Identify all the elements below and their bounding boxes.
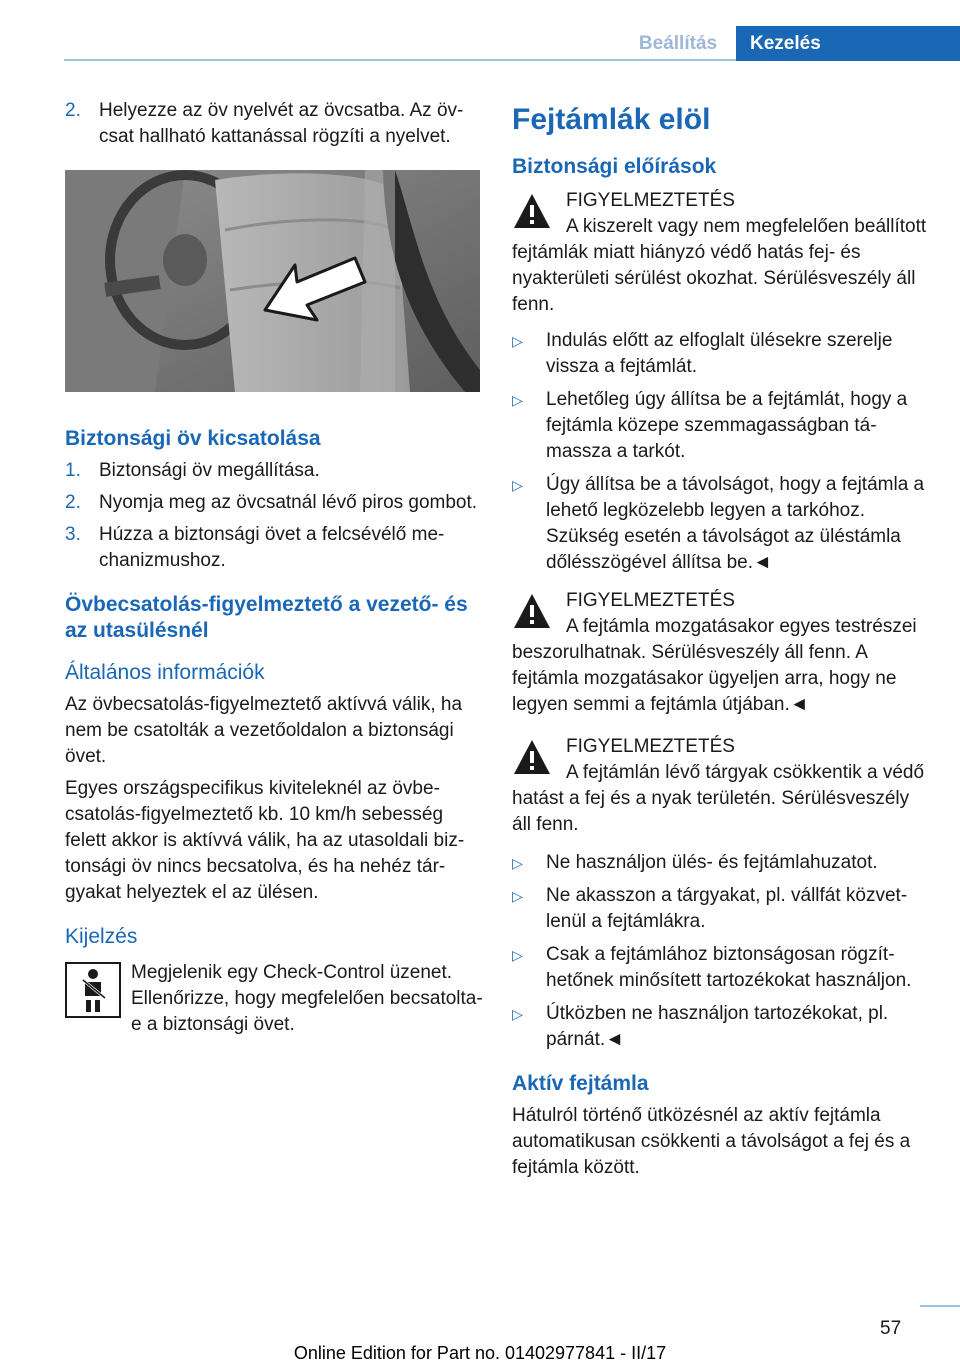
bullet-item xyxy=(512,387,930,465)
warning-triangle-icon xyxy=(512,192,552,230)
general-info-paragraph: Egyes országspecifikus kiviteleknél az övbecsatolás-figyelmeztető kb. 10 km/h sebesség felett akkor is aktívvá válik, ha az utasoldali biztonsági öv nincs becsatolva, és ha nehéz tárgyakat helyeztek el az ülésen. xyxy=(65,778,465,903)
triangle-bullet-icon: ▷ xyxy=(512,888,523,904)
active-headrest-heading: Aktív fejtámla xyxy=(512,1072,649,1095)
seatbelt-warning-icon xyxy=(65,962,121,1018)
step-item xyxy=(65,522,483,574)
general-info-paragraph: Az övbecsatolás-figyelmeztető aktívvá válik, ha nem be csatolták a vezetőoldalon a biztonsági övet. xyxy=(65,694,463,767)
step-text: Nyomja meg az övcsatnál lévő piros gombot. xyxy=(99,492,478,513)
active-headrest-text: Hátulról történő ütközésnél az aktív fejtámla automatikusan csökkenti a távolságot a fej és a fejtámla között. xyxy=(512,1105,911,1178)
step-number: 3. xyxy=(65,524,81,545)
warning-block xyxy=(512,588,930,718)
unbuckle-heading: Biztonsági öv kicsatolása xyxy=(65,427,321,450)
page-number: 57 xyxy=(880,1318,902,1339)
warning-label: FIGYELMEZTETÉS xyxy=(566,190,735,211)
bullet-item xyxy=(512,1001,930,1053)
step-number: 2. xyxy=(65,492,81,513)
triangle-bullet-icon: ▷ xyxy=(512,947,523,963)
triangle-bullet-icon: ▷ xyxy=(512,392,523,408)
bullet-item xyxy=(512,850,930,876)
step-item xyxy=(65,98,483,150)
step-item xyxy=(65,490,483,516)
bullet-text: Ne használjon ülés- és fejtámlahuzatot. xyxy=(546,852,878,873)
bullet-text: Ne akasszon a tárgyakat, pl. vállfát közvetlenül a fejtámlákra. xyxy=(546,885,908,932)
step-text: Helyezze az öv nyelvét az övcsatba. Az övcsat hallható kattanással rögzíti a nyelvet. xyxy=(99,100,464,147)
left-column xyxy=(65,98,483,1038)
warning-text: A fejtámlán lévő tárgyak csökkentik a védő hatást a fej és a nyak területén. Sérülésveszély áll fenn. xyxy=(512,762,925,835)
bullet-text: Úgy állítsa be a távolságot, hogy a fejtámla a lehető legközelebb legyen a tarkóhoz. Szükség esetén a távolságot az üléstámla dőlésszögével állítsa be.◄ xyxy=(546,474,925,573)
display-text: Megjelenik egy Check-Control üzenet. Ellenőrizze, hogy megfelelően becsatolta-e a biztonsági övet. xyxy=(131,962,483,1035)
triangle-bullet-icon: ▷ xyxy=(512,333,523,349)
warning-text: A kiszerelt vagy nem megfelelően beállított fejtámlák miatt hiányzó védő hatás fej- és nyakterületi sérülést okozhat. Sérülésveszély áll fenn. xyxy=(512,216,927,315)
step-text: Biztonsági öv megállítása. xyxy=(99,460,320,481)
bullet-item xyxy=(512,942,930,994)
step-item xyxy=(65,458,483,484)
belt-reminder-heading: Övbecsatolás-figyelmeztető a vezető- és az utasülésnél xyxy=(65,593,468,642)
general-info-heading: Általános információk xyxy=(65,661,265,684)
right-column xyxy=(512,98,930,1187)
triangle-bullet-icon: ▷ xyxy=(512,477,523,493)
bullet-text: Útközben ne használjon tartozékokat, pl. párnát.◄ xyxy=(546,1003,889,1050)
display-block xyxy=(65,960,483,1038)
step-number: 2. xyxy=(65,100,81,121)
header-chapter-tab[interactable]: Kezelés xyxy=(736,26,960,61)
warning-triangle-icon xyxy=(512,738,552,776)
bullet-text: Indulás előtt az elfoglalt ülésekre szerelje vissza a fejtámlát. xyxy=(546,330,893,377)
page-title: Fejtámlák elöl xyxy=(512,103,711,136)
bullet-text: Lehetőleg úgy állítsa be a fejtámlát, hogy a fejtámla közepe szemmagasságban támassza a tarkót. xyxy=(546,389,908,462)
warning-triangle-icon xyxy=(512,592,552,630)
step-text: Húzza a biztonsági övet a felcsévélő mechanizmushoz. xyxy=(99,524,445,571)
bullet-item xyxy=(512,328,930,380)
triangle-bullet-icon: ▷ xyxy=(512,855,523,871)
warning-label: FIGYELMEZTETÉS xyxy=(566,590,735,611)
bullet-item xyxy=(512,472,930,576)
page-number-rule xyxy=(920,1305,960,1307)
warning-text: A fejtámla mozgatásakor egyes testrészei beszorulhatnak. Sérülésveszély áll fenn. A fejtámla mozgatásakor ügyeljen arra, hogy ne legyen semmi a fejtámla útjában.◄ xyxy=(512,616,917,715)
bullet-item xyxy=(512,883,930,935)
display-heading: Kijelzés xyxy=(65,925,138,948)
triangle-bullet-icon: ▷ xyxy=(512,1006,523,1022)
warning-block xyxy=(512,734,930,838)
warning-block xyxy=(512,188,930,318)
step-number: 1. xyxy=(65,460,81,481)
edition-footer: Online Edition for Part no. 01402977841 - II/17 xyxy=(293,1343,667,1363)
seatbelt-buckle-photo xyxy=(65,170,480,392)
safety-heading: Biztonsági előírások xyxy=(512,155,717,178)
warning-label: FIGYELMEZTETÉS xyxy=(566,736,735,757)
bullet-text: Csak a fejtámlához biztonságosan rögzíthetőnek minősített tartozékokat használjon. xyxy=(546,944,912,991)
header-section-tab[interactable]: Beállítás xyxy=(638,32,718,54)
